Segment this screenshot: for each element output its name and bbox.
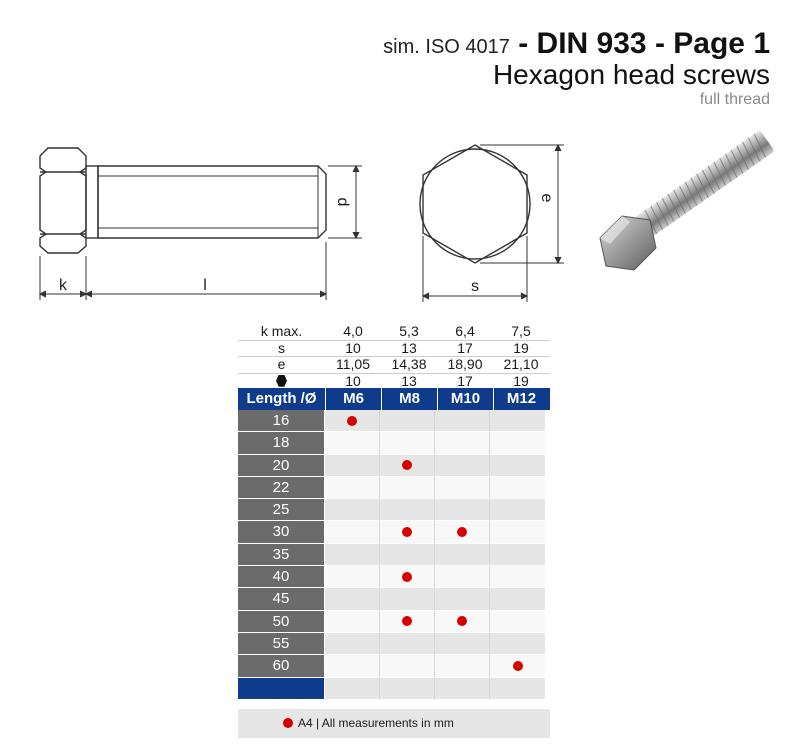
availability-cell (325, 432, 380, 454)
availability-cell (435, 521, 490, 543)
length-cell: 16 (238, 410, 325, 432)
availability-cell (380, 410, 435, 432)
availability-cell (435, 432, 490, 454)
hex-wrench-icon (276, 375, 287, 387)
availability-cell (435, 566, 490, 588)
availability-table (238, 388, 550, 700)
available-dot-icon (402, 616, 412, 626)
din-title: - DIN 933 - Page 1 (518, 27, 770, 60)
spec-value: 10 (345, 372, 361, 389)
availability-cell (435, 588, 490, 610)
availability-cell (380, 499, 435, 521)
availability-cell (380, 678, 435, 700)
availability-cell (490, 455, 545, 477)
table-row (238, 499, 550, 521)
length-cell: 45 (238, 588, 325, 610)
available-dot-icon (347, 416, 357, 426)
product-subnote: full thread (699, 91, 770, 108)
availability-cell (490, 633, 545, 655)
length-cell: 30 (238, 521, 325, 543)
length-cell: 20 (238, 455, 325, 477)
table-row (238, 410, 550, 432)
label-s: s (471, 278, 479, 295)
length-cell: 50 (238, 611, 325, 633)
table-row (238, 678, 550, 700)
availability-cell (325, 655, 380, 677)
table-row (238, 611, 550, 633)
size-header: M8 (382, 388, 438, 410)
availability-cell (325, 678, 380, 700)
availability-cell (490, 499, 545, 521)
availability-cell (380, 655, 435, 677)
availability-cell (325, 477, 380, 499)
table-row (238, 544, 550, 566)
spec-value: 4,0 (343, 323, 363, 339)
availability-cell (380, 432, 435, 454)
spec-value: 19 (513, 339, 529, 356)
availability-cell (325, 633, 380, 655)
availability-cell (435, 678, 490, 700)
length-cell: 40 (238, 566, 325, 588)
spec-row-k (238, 324, 550, 341)
available-dot-icon (513, 661, 523, 671)
availability-cell (490, 611, 545, 633)
length-cell: 55 (238, 633, 325, 655)
table-body (238, 410, 550, 700)
table-footer (238, 709, 550, 738)
availability-cell (380, 477, 435, 499)
availability-cell (490, 410, 545, 432)
length-cell: 25 (238, 499, 325, 521)
spec-value: 10 (345, 339, 361, 356)
available-dot-icon (457, 527, 467, 537)
availability-cell (380, 633, 435, 655)
spec-label (238, 374, 325, 390)
spec-value: 13 (401, 372, 417, 389)
availability-cell (435, 455, 490, 477)
label-e: e (538, 193, 555, 203)
spec-value: 5,3 (399, 323, 419, 339)
label-d: d (334, 197, 351, 207)
spec-label: k max. (260, 323, 303, 339)
footer-note: A4 | All measurements in mm (298, 716, 454, 730)
table-row (238, 521, 550, 543)
availability-cell (490, 566, 545, 588)
table-header (238, 388, 550, 410)
technical-drawing (0, 120, 800, 310)
spec-label: s (278, 339, 285, 356)
product-title: Hexagon head screws (492, 59, 770, 90)
availability-cell (435, 477, 490, 499)
length-cell: 35 (238, 544, 325, 566)
table-row (238, 655, 550, 677)
availability-cell (325, 499, 380, 521)
availability-cell (435, 499, 490, 521)
availability-cell (380, 611, 435, 633)
spec-value: 7,5 (511, 323, 531, 339)
availability-cell (380, 588, 435, 610)
spec-value: 6,4 (455, 323, 475, 339)
spec-row-s (238, 341, 550, 358)
availability-cell (490, 432, 545, 454)
spec-label: e (277, 356, 286, 372)
table-row (238, 477, 550, 499)
length-header: Length /Ø (238, 388, 326, 410)
available-dot-icon (402, 460, 412, 470)
availability-cell (325, 544, 380, 566)
spec-value: 19 (513, 372, 529, 389)
availability-cell (380, 455, 435, 477)
spec-value: 11,05 (336, 356, 370, 372)
availability-cell (490, 655, 545, 677)
length-cell (238, 678, 325, 700)
availability-cell (325, 521, 380, 543)
spec-value: 17 (457, 372, 473, 389)
table-row (238, 432, 550, 454)
spec-table (238, 324, 550, 389)
spec-value: 21,10 (503, 356, 539, 372)
spec-value: 14,38 (391, 356, 427, 372)
size-header: M10 (438, 388, 494, 410)
screw-product-image (600, 130, 775, 270)
label-l: l (203, 277, 207, 294)
availability-cell (325, 410, 380, 432)
spec-row-e (238, 357, 550, 374)
availability-cell (490, 544, 545, 566)
availability-cell (380, 544, 435, 566)
label-k: k (59, 277, 67, 294)
availability-cell (380, 521, 435, 543)
availability-cell (325, 566, 380, 588)
standard-reference: sim. ISO 4017 (383, 36, 510, 58)
availability-cell (325, 455, 380, 477)
availability-cell (490, 678, 545, 700)
availability-cell (325, 611, 380, 633)
table-row (238, 455, 550, 477)
availability-cell (435, 611, 490, 633)
size-header: M6 (326, 388, 382, 410)
availability-cell (435, 544, 490, 566)
spec-value: 17 (457, 339, 473, 356)
length-cell: 22 (238, 477, 325, 499)
table-row (238, 633, 550, 655)
availability-cell (490, 588, 545, 610)
spec-row-wrench (238, 374, 550, 390)
available-dot-icon (402, 527, 412, 537)
length-cell: 60 (238, 655, 325, 677)
availability-cell (435, 655, 490, 677)
availability-dot-icon (283, 718, 293, 728)
size-header: M12 (506, 390, 537, 407)
availability-cell (435, 410, 490, 432)
availability-cell (380, 566, 435, 588)
availability-cell (435, 633, 490, 655)
table-row (238, 588, 550, 610)
available-dot-icon (457, 616, 467, 626)
screw-hex-view (420, 145, 530, 263)
availability-cell (490, 477, 545, 499)
availability-cell (325, 588, 380, 610)
length-cell: 18 (238, 432, 325, 454)
screw-side-view (40, 148, 326, 253)
spec-value: 13 (401, 339, 417, 356)
availability-cell (490, 521, 545, 543)
spec-value: 18,90 (447, 356, 483, 372)
table-row (238, 566, 550, 588)
available-dot-icon (402, 572, 412, 582)
